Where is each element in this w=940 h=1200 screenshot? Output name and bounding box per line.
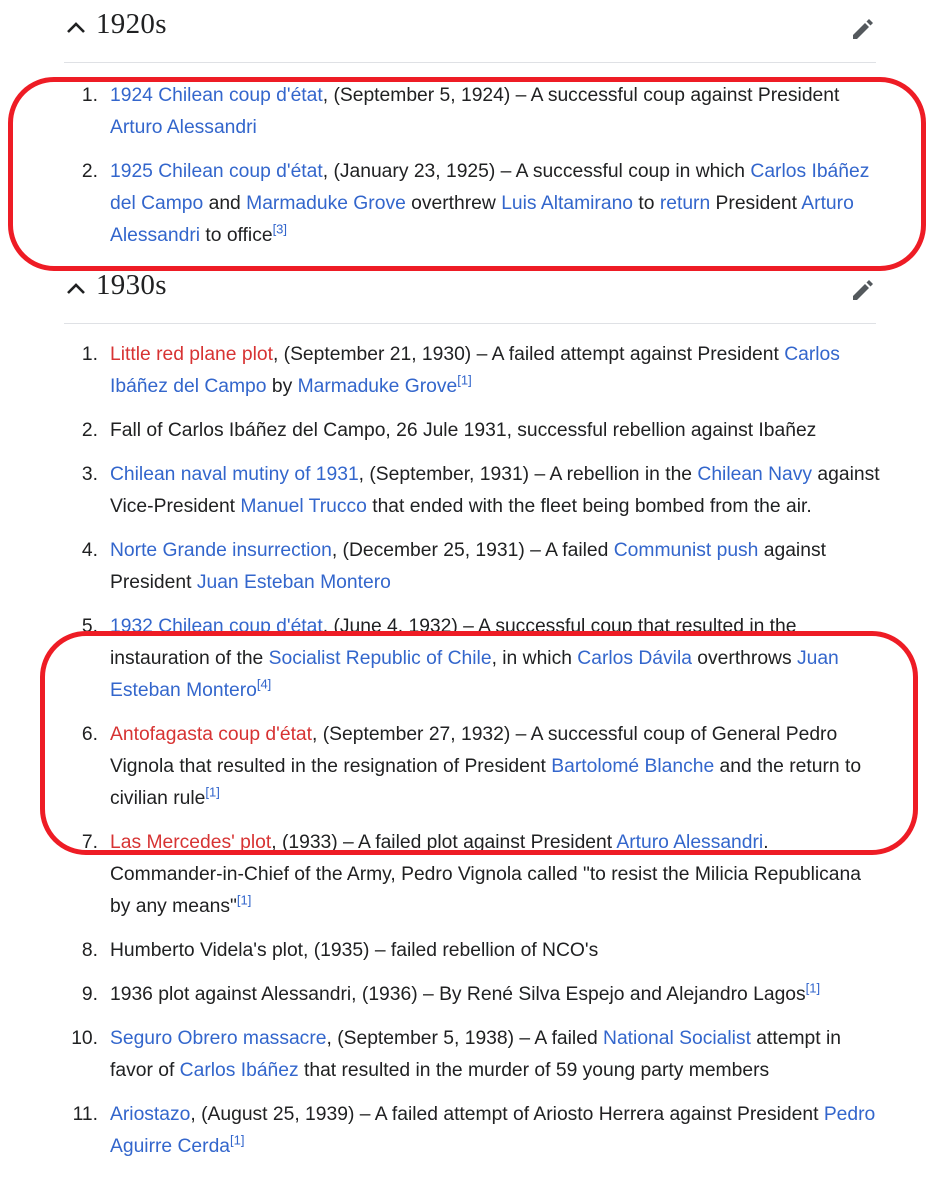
article-link[interactable]: Carlos Ibáñez del Campo — [110, 344, 840, 397]
list-item-number: 10. — [71, 1028, 98, 1049]
article-link[interactable]: Chilean naval mutiny of 1931 — [110, 464, 359, 485]
item-text: , (December 25, 1931) – A failed — [331, 540, 614, 561]
list-item-number: 8. — [81, 940, 98, 961]
article-link[interactable]: Arturo Alessandri — [110, 117, 257, 138]
item-text: , (September 5, 1924) – A successful coup against President — [322, 85, 840, 106]
article-link[interactable]: 1924 Chilean coup d'état — [110, 85, 323, 106]
list-item-number: 6. — [81, 724, 98, 745]
article-link[interactable]: National Socialist — [603, 1028, 751, 1049]
item-text: overthrows — [691, 648, 797, 669]
chevron-up-icon[interactable] — [64, 18, 88, 38]
list-item-number: 2. — [81, 161, 98, 182]
item-text: , (September, 1931) – A rebellion in the — [358, 464, 698, 485]
citation-link[interactable]: [3] — [272, 221, 288, 237]
item-text: . Commander-in-Chief of the Army, Pedro Vignola called "to resist the Milicia Republicana by any means" — [110, 832, 861, 917]
item-text: President — [710, 193, 802, 214]
article-link[interactable]: Carlos Ibáñez — [179, 1060, 299, 1081]
list-item — [0, 979, 940, 1011]
article-link[interactable]: Ariostazo — [110, 1104, 191, 1125]
article-link[interactable]: Seguro Obrero massacre — [110, 1028, 327, 1049]
item-text: and — [203, 193, 247, 214]
list-item-number: 11. — [72, 1104, 98, 1125]
item-text: Humberto Videla's plot, (1935) – failed rebellion of NCO's — [110, 940, 599, 961]
item-text: against President — [110, 540, 826, 593]
citation-link[interactable]: [1] — [457, 372, 472, 388]
item-text: , (January 23, 1925) – A successful coup in which — [322, 161, 751, 182]
item-text: that ended with the fleet being bombed from the air. — [366, 496, 812, 517]
list-item — [0, 1023, 940, 1087]
article-link[interactable]: Juan Esteban Montero — [110, 648, 839, 701]
list-item-number: 5. — [81, 616, 98, 637]
missing-article-link[interactable]: Las Mercedes' plot — [110, 832, 272, 853]
article-link[interactable]: Manuel Trucco — [240, 496, 367, 517]
section-header-1930s — [64, 261, 876, 324]
list-item-number: 2. — [81, 420, 98, 441]
citation — [806, 981, 820, 996]
missing-article-link[interactable]: Antofagasta coup d'état — [110, 724, 313, 745]
item-text: against Vice-President — [110, 464, 880, 517]
citation — [257, 677, 271, 692]
events-list-1930s — [0, 339, 940, 1175]
article-link[interactable]: Marmaduke Grove — [297, 376, 458, 397]
article-link[interactable]: Norte Grande insurrection — [110, 540, 332, 561]
item-text: , (September 5, 1938) – A failed — [326, 1028, 604, 1049]
item-text: Fall of Carlos Ibáñez del Campo, 26 Jule 1931, successful rebellion against Ibañez — [110, 420, 817, 441]
item-text: , (June 4, 1932) – A successful coup that resulted in the instauration of the — [110, 616, 797, 669]
article-link[interactable]: Socialist Republic of Chile — [268, 648, 492, 669]
item-text: , in which — [491, 648, 578, 669]
item-text: , (1933) – A failed plot against President — [271, 832, 617, 853]
article-link[interactable]: Pedro Aguirre Cerda — [110, 1104, 876, 1157]
article-link[interactable]: Arturo Alessandri — [616, 832, 764, 853]
item-text: , (September 27, 1932) – A successful coup of General Pedro Vignola that resulted in the resignation of President — [110, 724, 838, 777]
list-item-number: 1. — [81, 344, 98, 365]
article-link[interactable]: Chilean Navy — [697, 464, 813, 485]
events-list-1920s — [0, 80, 940, 264]
item-text: to — [633, 193, 660, 214]
article-link[interactable]: return — [659, 193, 711, 214]
list-item — [0, 719, 940, 815]
item-text: overthrew — [405, 193, 502, 214]
item-text: , (September 21, 1930) – A failed attempt against President — [272, 344, 785, 365]
list-item — [0, 459, 940, 523]
list-item — [0, 415, 940, 447]
article-link[interactable]: Carlos Dávila — [577, 648, 692, 669]
list-item — [0, 339, 940, 403]
citation-link[interactable]: [1] — [205, 784, 220, 800]
list-item — [0, 156, 940, 252]
list-item — [0, 611, 940, 707]
article-link[interactable]: Juan Esteban Montero — [196, 572, 391, 593]
section-title: 1920s — [96, 8, 167, 40]
missing-article-link[interactable]: Little red plane plot — [110, 344, 273, 365]
list-item-number: 4. — [81, 540, 98, 561]
article-link[interactable]: Communist push — [613, 540, 759, 561]
list-item — [0, 1099, 940, 1163]
citation-link[interactable]: [4] — [256, 676, 272, 692]
item-text: to office — [200, 225, 273, 246]
citation-link[interactable]: [1] — [230, 1132, 245, 1148]
citation — [237, 893, 251, 908]
pencil-icon[interactable] — [850, 16, 876, 42]
citation — [273, 222, 287, 237]
list-item-number: 3. — [81, 464, 98, 485]
citation — [457, 373, 471, 388]
item-text: and the return to civilian rule — [110, 756, 862, 809]
list-item-number: 1. — [81, 85, 98, 106]
section-header-1920s — [64, 0, 876, 63]
article-link[interactable]: 1925 Chilean coup d'état — [110, 161, 323, 182]
item-text: by — [266, 376, 298, 397]
item-text: , (August 25, 1939) – A failed attempt of Ariosto Herrera against President — [190, 1104, 824, 1125]
article-link[interactable]: Arturo Alessandri — [110, 193, 854, 246]
section-title: 1930s — [96, 269, 167, 301]
list-item — [0, 827, 940, 923]
citation-link[interactable]: [1] — [236, 892, 252, 908]
list-item — [0, 535, 940, 599]
article-link[interactable]: Carlos Ibáñez del Campo — [110, 161, 870, 214]
citation — [230, 1133, 244, 1148]
chevron-up-icon[interactable] — [64, 279, 88, 299]
item-text: 1936 plot against Alessandri, (1936) – By René Silva Espejo and Alejandro Lagos — [110, 984, 806, 1005]
pencil-icon[interactable] — [850, 277, 876, 303]
list-item — [0, 80, 940, 144]
article-link[interactable]: 1932 Chilean coup d'état — [110, 616, 323, 637]
article-link[interactable]: Bartolomé Blanche — [551, 756, 715, 777]
item-text: attempt in favor of — [110, 1028, 841, 1081]
citation-link[interactable]: [1] — [805, 980, 821, 996]
list-item-number: 7. — [81, 832, 98, 853]
list-item — [0, 935, 940, 967]
article-link[interactable]: Luis Altamirano — [501, 193, 634, 214]
list-item-number: 9. — [81, 984, 98, 1005]
citation — [205, 785, 219, 800]
item-text: that resulted in the murder of 59 young party members — [298, 1060, 770, 1081]
article-link[interactable]: Marmaduke Grove — [246, 193, 406, 214]
